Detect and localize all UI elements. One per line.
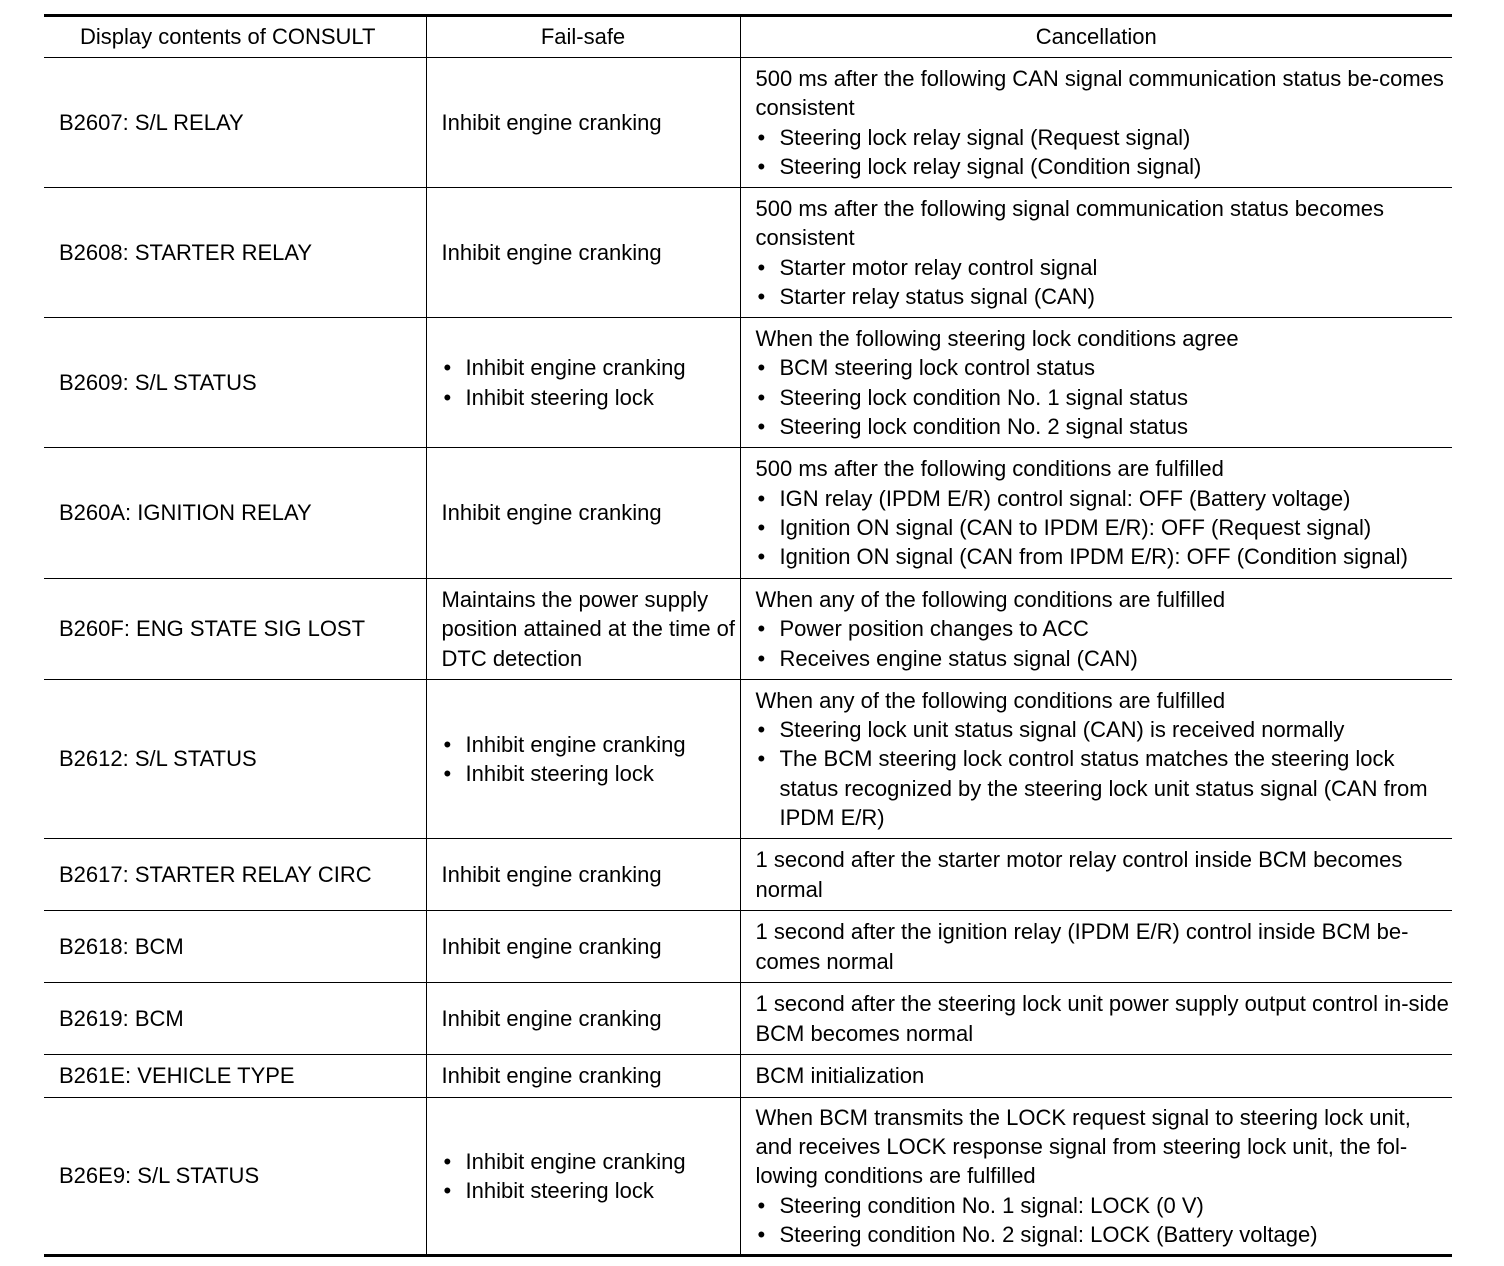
header-display-contents: Display contents of CONSULT — [44, 16, 426, 58]
fail-safe-text: Inhibit engine cranking — [441, 1005, 662, 1031]
cancellation-item: • Starter relay status signal (CAN) — [756, 282, 1453, 311]
fail-safe-cell — [426, 839, 740, 911]
fail-safe-cell — [426, 318, 740, 448]
cancellation-item: • Steering lock condition No. 2 signal status — [756, 412, 1453, 441]
table-row — [44, 188, 1452, 318]
fail-safe-text: Inhibit engine cranking — [441, 109, 662, 135]
dtc-code-cell: B2607: S/L RELAY — [44, 58, 426, 188]
cancellation-cell — [740, 911, 1452, 983]
fail-safe-cell — [426, 911, 740, 983]
fail-safe-text: Maintains the power supply position attained at the time of DTC detection — [441, 587, 736, 671]
cancellation-list — [756, 715, 1453, 832]
cancellation-cell — [740, 448, 1452, 579]
cancellation-item: • BCM steering lock control status — [756, 353, 1453, 382]
cancellation-list — [756, 353, 1453, 441]
fail-safe-text: Inhibit engine cranking — [441, 239, 662, 265]
fail-safe-text: Inhibit engine cranking — [441, 861, 662, 887]
fail-safe-text: Inhibit engine cranking — [441, 933, 662, 959]
fail-safe-item: • Inhibit steering lock — [442, 1176, 740, 1205]
fail-safe-cell — [426, 448, 740, 579]
fail-safe-cell — [426, 1098, 740, 1256]
dtc-code-cell: B2612: S/L STATUS — [44, 680, 426, 839]
cancellation-item: • Steering lock relay signal (Condition signal) — [756, 152, 1453, 181]
table-row — [44, 1098, 1452, 1256]
fail-safe-cell — [426, 579, 740, 680]
cancellation-cell — [740, 839, 1452, 911]
cancellation-item: • Ignition ON signal (CAN from IPDM E/R): OFF (Condition signal) — [756, 542, 1453, 571]
cancellation-cell — [740, 983, 1452, 1055]
fail-safe-list — [442, 353, 740, 412]
dtc-code-cell: B2618: BCM — [44, 911, 426, 983]
dtc-code-cell: B260F: ENG STATE SIG LOST — [44, 579, 426, 680]
cancellation-intro: 1 second after the ignition relay (IPDM E/R) control inside BCM be-comes normal — [755, 919, 1409, 974]
cancellation-cell — [740, 188, 1452, 318]
fail-safe-cell — [426, 188, 740, 318]
cancellation-item: • IGN relay (IPDM E/R) control signal: OFF (Battery voltage) — [756, 484, 1453, 513]
table-row — [44, 839, 1452, 911]
cancellation-cell — [740, 58, 1452, 188]
fail-safe-list — [442, 1147, 740, 1206]
cancellation-item: • Steering condition No. 1 signal: LOCK (0 V) — [756, 1191, 1453, 1220]
dtc-code-cell: B2609: S/L STATUS — [44, 318, 426, 448]
table-row — [44, 58, 1452, 188]
fail-safe-cell — [426, 680, 740, 839]
cancellation-item: • Receives engine status signal (CAN) — [756, 644, 1453, 673]
fail-safe-table — [44, 14, 1452, 1257]
cancellation-intro: 500 ms after the following signal communication status becomes consistent — [755, 195, 1385, 251]
cancellation-intro: BCM initialization — [755, 1063, 925, 1089]
cancellation-item: • Steering lock relay signal (Request signal) — [756, 123, 1453, 152]
cancellation-list — [756, 253, 1453, 312]
table-row — [44, 448, 1452, 579]
fail-safe-item: • Inhibit engine cranking — [442, 730, 740, 759]
table-row — [44, 911, 1452, 983]
cancellation-intro: When the following steering lock conditions agree — [755, 325, 1239, 351]
cancellation-list — [756, 484, 1453, 572]
cancellation-cell — [740, 1098, 1452, 1256]
cancellation-intro: 1 second after the starter motor relay control inside BCM becomes normal — [755, 847, 1403, 902]
table-row — [44, 680, 1452, 839]
dtc-code-cell: B2619: BCM — [44, 983, 426, 1055]
cancellation-item: • Steering condition No. 2 signal: LOCK (Battery voltage) — [756, 1220, 1453, 1249]
cancellation-cell — [740, 1055, 1452, 1098]
table-body — [44, 58, 1452, 1256]
cancellation-intro: 1 second after the steering lock unit power supply output control in-side BCM becomes normal — [755, 991, 1449, 1046]
fail-safe-document — [44, 14, 1452, 1257]
table-row — [44, 318, 1452, 448]
fail-safe-text: Inhibit engine cranking — [441, 500, 662, 526]
cancellation-intro: 500 ms after the following CAN signal communication status be-comes consistent — [755, 65, 1444, 121]
fail-safe-item: • Inhibit engine cranking — [442, 1147, 740, 1176]
fail-safe-text: Inhibit engine cranking — [441, 1063, 662, 1089]
cancellation-list — [756, 1191, 1453, 1250]
cancellation-item: • Starter motor relay control signal — [756, 253, 1453, 282]
table-header-row — [44, 16, 1452, 58]
cancellation-cell — [740, 318, 1452, 448]
dtc-code-cell: B26E9: S/L STATUS — [44, 1098, 426, 1256]
cancellation-cell — [740, 680, 1452, 839]
fail-safe-item: • Inhibit engine cranking — [442, 353, 740, 382]
header-cancellation: Cancellation — [740, 16, 1452, 58]
cancellation-cell — [740, 579, 1452, 680]
dtc-code-cell: B260A: IGNITION RELAY — [44, 448, 426, 579]
cancellation-intro: 500 ms after the following conditions are fulfilled — [755, 456, 1224, 482]
fail-safe-cell — [426, 1055, 740, 1098]
cancellation-item: • Ignition ON signal (CAN to IPDM E/R): OFF (Request signal) — [756, 513, 1453, 542]
fail-safe-cell — [426, 983, 740, 1055]
table-row — [44, 579, 1452, 680]
cancellation-intro: When any of the following conditions are fulfilled — [755, 587, 1226, 613]
cancellation-item: • The BCM steering lock control status matches the steering lock status recognized by the steering lock unit status signal (CAN from IPDM E/R) — [756, 744, 1453, 832]
cancellation-item: • Steering lock condition No. 1 signal status — [756, 383, 1453, 412]
cancellation-intro: When any of the following conditions are fulfilled — [755, 687, 1226, 713]
dtc-code-cell: B261E: VEHICLE TYPE — [44, 1055, 426, 1098]
fail-safe-item: • Inhibit steering lock — [442, 383, 740, 412]
dtc-code-cell: B2608: STARTER RELAY — [44, 188, 426, 318]
fail-safe-item: • Inhibit steering lock — [442, 759, 740, 788]
cancellation-list — [756, 614, 1453, 673]
cancellation-list — [756, 123, 1453, 182]
fail-safe-list — [442, 730, 740, 789]
table-row — [44, 983, 1452, 1055]
dtc-code-cell: B2617: STARTER RELAY CIRC — [44, 839, 426, 911]
cancellation-item: • Steering lock unit status signal (CAN) is received normally — [756, 715, 1453, 744]
table-row — [44, 1055, 1452, 1098]
cancellation-item: • Power position changes to ACC — [756, 614, 1453, 643]
header-fail-safe: Fail-safe — [426, 16, 740, 58]
cancellation-intro: When BCM transmits the LOCK request signal to steering lock unit, and receives LOCK response signal from steering lock unit, the fol-lowing conditions are fulfilled — [755, 1104, 1411, 1189]
fail-safe-cell — [426, 58, 740, 188]
